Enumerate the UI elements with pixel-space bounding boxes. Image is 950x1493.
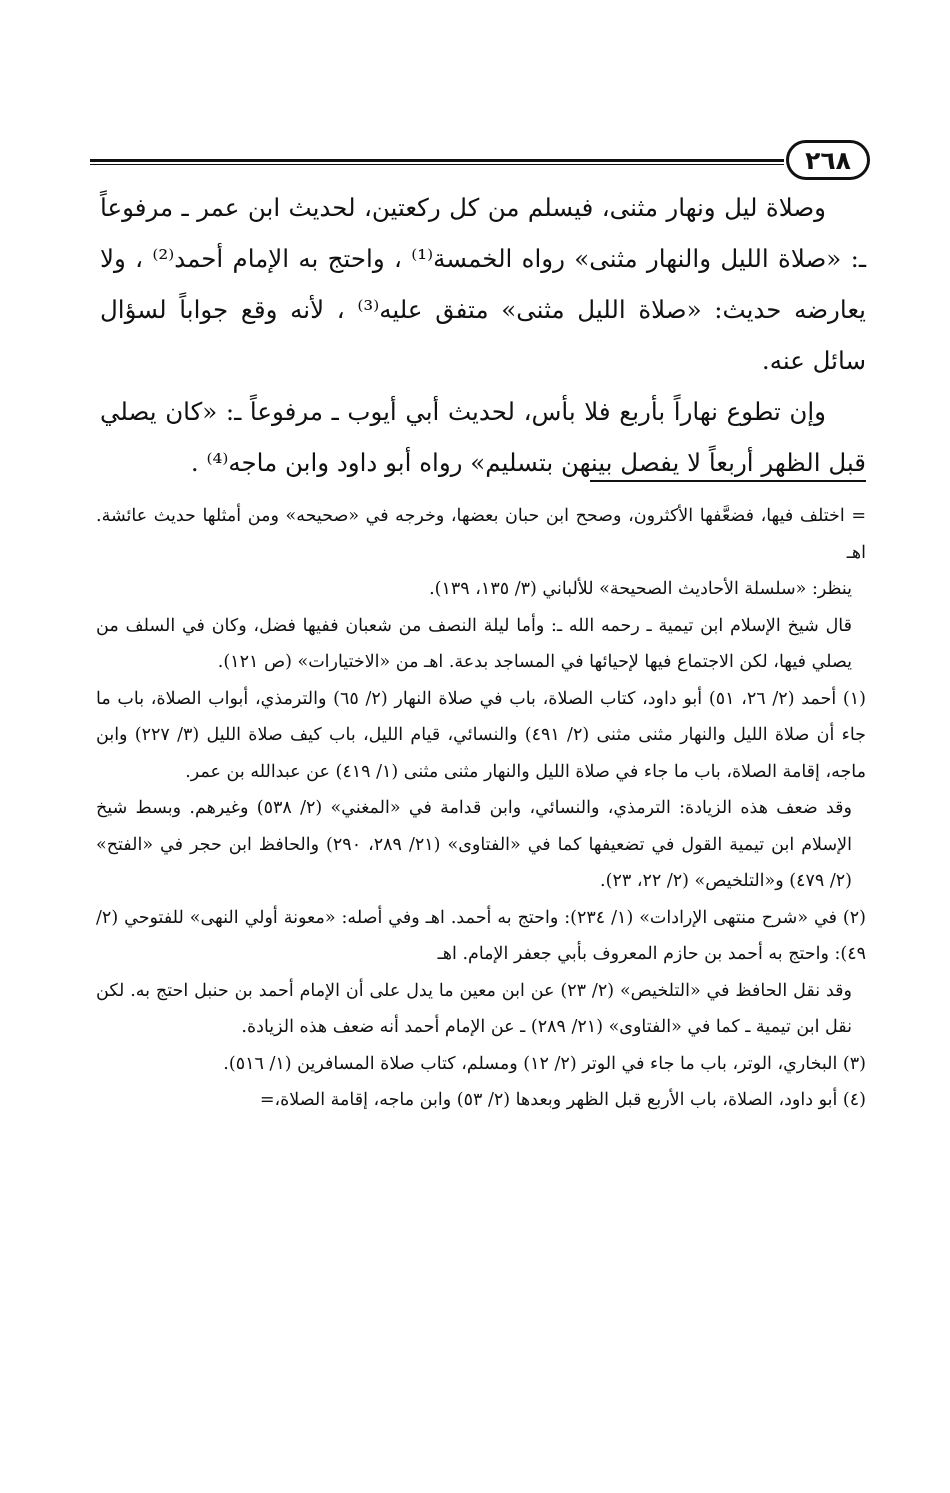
paragraph: وإن تطوع نهاراً بأربع فلا بأس، لحديث أبي أيوب ـ مرفوعاً ـ: «كان يصلي قبل الظهر أربعاً لا يفصل بينهن بتسليم» رواه أبو داود وابن ماجه⁽⁴⁾ .	[100, 397, 866, 477]
paragraph: وصلاة ليل ونهار مثنى، فيسلم من كل ركعتين، لحديث ابن عمر ـ مرفوعاً ـ: «صلاة الليل والنهار مثنى» رواه الخمسة⁽¹⁾ ، واحتج به الإمام أحمد⁽²⁾ ، ولا يعارضه حديث: «صلاة الليل مثنى» متفق عليه⁽³⁾ ، لأنه وقع جواباً لسؤال سائل عنه.	[100, 193, 867, 375]
footnote-paragraph: ينظر: «سلسلة الأحاديث الصحيحة» للألباني (٣/ ١٣٥، ١٣٩).	[429, 579, 852, 599]
page-number: ٢٦٨	[786, 140, 870, 180]
footnote-3: (٣) البخاري، الوتر، باب ما جاء في الوتر (٢/ ١٢) ومسلم، كتاب صلاة المسافرين (١/ ٥١٦).	[223, 1053, 866, 1074]
header-rule	[90, 159, 784, 162]
footnote-continuation: = اختلف فيها، فضعَّفها الأكثرون، وصحح ابن حبان بعضها، وخرجه في «صحيحه» ومن أمثلها حديث عائشة. اهـ	[96, 506, 866, 563]
footnote-2: (٢) في «شرح منتهى الإرادات» (١/ ٢٣٤): واحتج به أحمد. اهـ وفي أصله: «معونة أولي النهى» للفتوحي (٢/ ٤٩): واحتج به أحمد بن حازم المعروف بأبي جعفر الإمام. اهـ	[96, 907, 866, 964]
footnote-1: (١) أحمد (٢/ ٢٦، ٥١) أبو داود، كتاب الصلاة، باب في صلاة النهار (٢/ ٦٥) والترمذي، أبواب الصلاة، باب ما جاء أن صلاة الليل والنهار مثنى مثنى (٢/ ٤٩١) والنسائي، قيام الليل، باب كيف صلاة الليل (٣/ ٢٢٧) وابن ماجه، إقامة الصلاة، باب ما جاء في صلاة الليل والنهار مثنى مثنى (١/ ٤١٩) عن عبدالله بن عمر.	[96, 688, 866, 782]
footnote-paragraph: قال شيخ الإسلام ابن تيمية ـ رحمه الله ـ: وأما ليلة النصف من شعبان ففيها فضل، وكان في السلف من يصلي فيها، لكن الاجتماع فيها لإحيائها في المساجد بدعة. اهـ من «الاختيارات» (ص ١٢١).	[96, 615, 852, 672]
main-text	[100, 182, 866, 488]
footnote-4: (٤) أبو داود، الصلاة، باب الأربع قبل الظهر وبعدها (٢/ ٥٣) وابن ماجه، إقامة الصلاة،=	[259, 1090, 866, 1110]
header-rule-thin	[90, 164, 784, 165]
footnote-paragraph: وقد ضعف هذه الزيادة: الترمذي، والنسائي، وابن قدامة في «المغني» (٢/ ٥٣٨) وغيرهم. وبسط شيخ الإسلام ابن تيمية القول في تضعيفها كما في «الفتاوى» (٢١/ ٢٨٩، ٢٩٠) والحافظ ابن حجر في «الفتح» (٢/ ٤٧٩) و«التلخيص» (٢/ ٢٢، ٢٣).	[96, 798, 852, 891]
footnote-separator	[590, 480, 866, 482]
footnote-paragraph: وقد نقل الحافظ في «التلخيص» (٢/ ٢٣) عن ابن معين ما يدل على أن الإمام أحمد بن حنبل احتج به. لكن نقل ابن تيمية ـ كما في «الفتاوى» (٢١/ ٢٨٩) ـ عن الإمام أحمد أنه ضعف هذه الزيادة.	[96, 980, 852, 1037]
footnotes	[96, 498, 866, 1119]
page-header	[90, 140, 870, 184]
